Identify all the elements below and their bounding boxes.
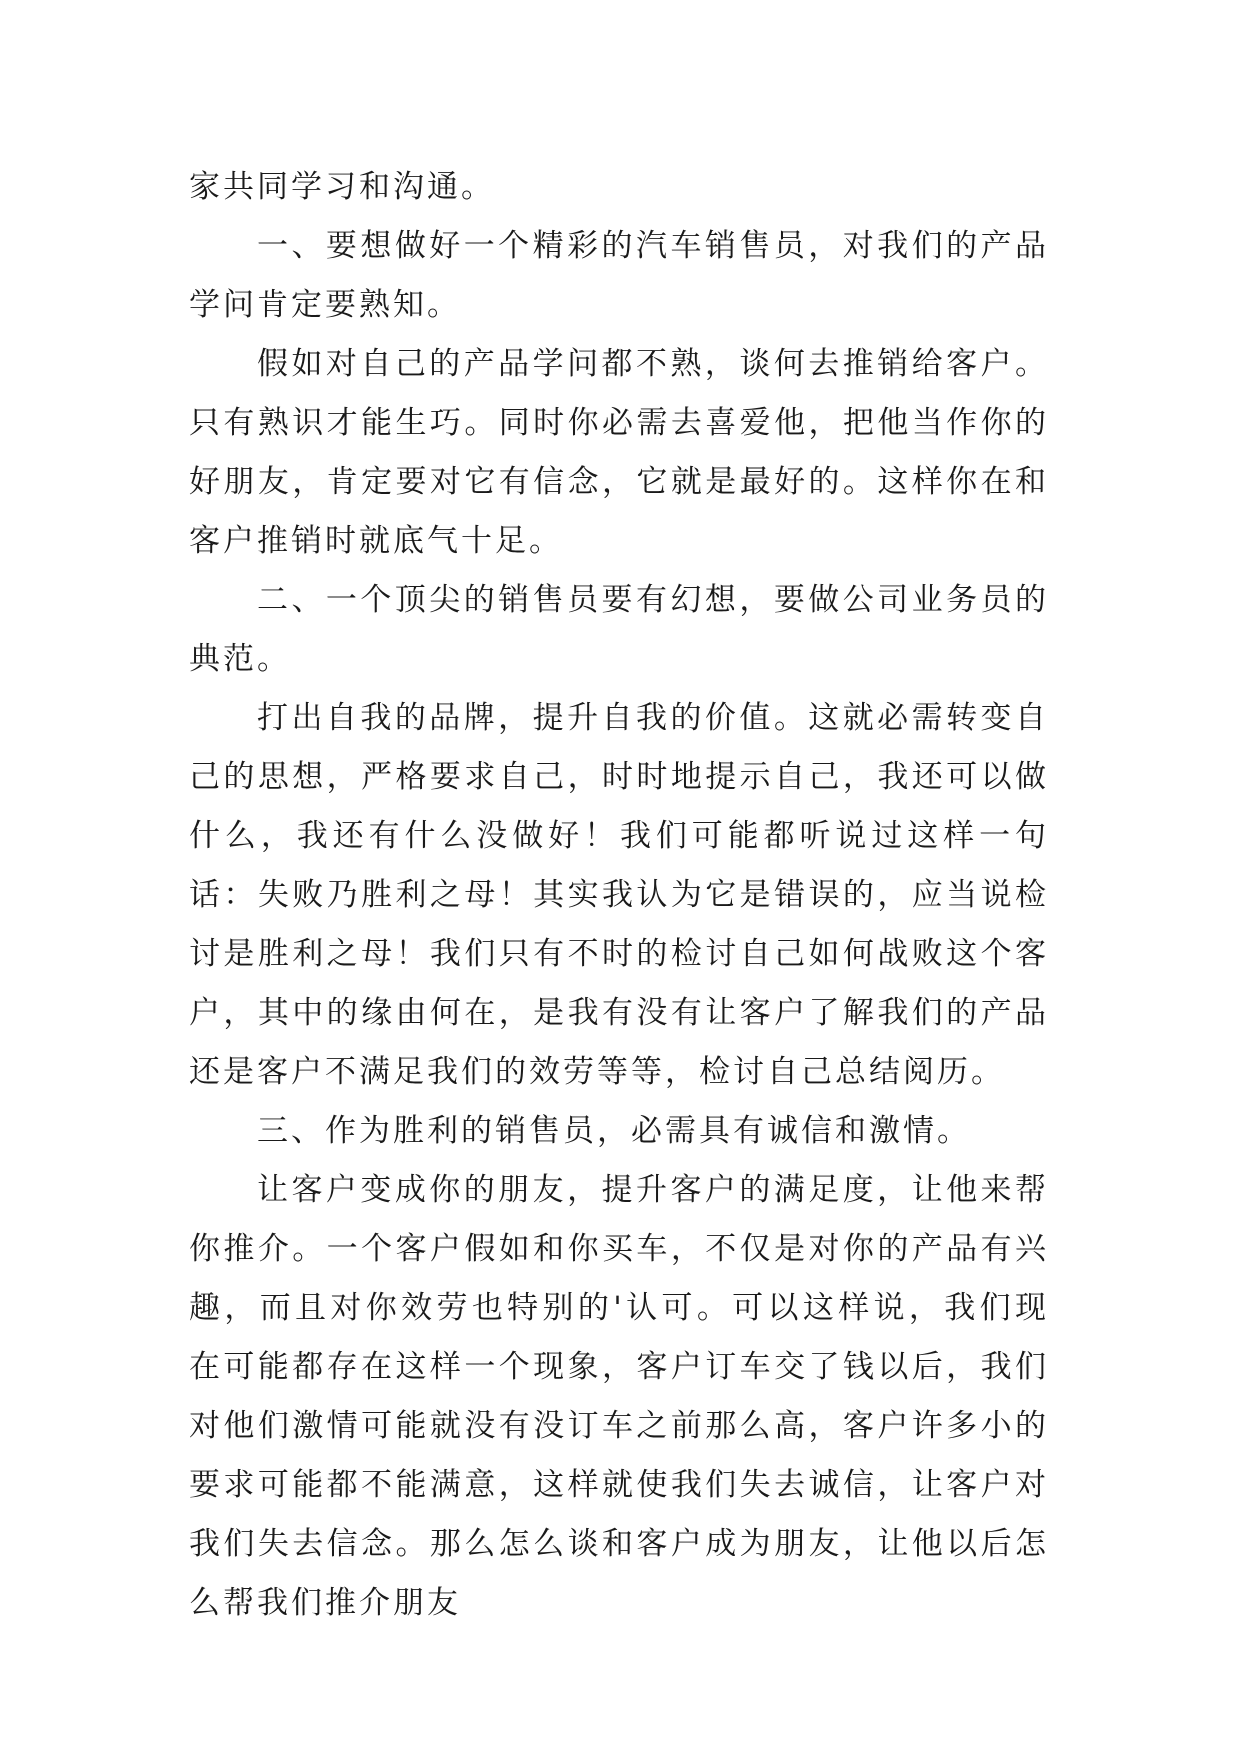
paragraph-continuation: 家共同学习和沟通。 bbox=[189, 169, 495, 205]
heading-point-two: 二、一个顶尖的销售员要有幻想，要做公司业务员的典范。 bbox=[189, 582, 1049, 677]
document-body bbox=[189, 158, 1049, 1633]
paragraph-product-knowledge: 假如对自己的产品学问都不熟，谈何去推销给客户。只有熟识才能生巧。同时你必需去喜爱他，把他当作你的好朋友，肯定要对它有信念，它就是最好的。这样你在和客户推销时就底气十足。 bbox=[189, 346, 1049, 559]
paragraph-personal-brand: 打出自我的品牌，提升自我的价值。这就必需转变自己的思想，严格要求自己，时时地提示自己，我还可以做什么，我还有什么没做好！我们可能都听说过这样一句话：失败乃胜利之母！其实我认为它是错误的，应当说检讨是胜利之母！我们只有不时的检讨自己如何战败这个客户，其中的缘由何在，是我有没有让客户了解我们的产品还是客户不满足我们的效劳等等，检讨自己总结阅历。 bbox=[189, 700, 1049, 1090]
heading-point-three: 三、作为胜利的销售员，必需具有诚信和激情。 bbox=[257, 1113, 971, 1149]
paragraph-customer-friend: 让客户变成你的朋友，提升客户的满足度，让他来帮你推介。一个客户假如和你买车，不仅是对你的产品有兴趣，而且对你效劳也特别的'认可。可以这样说，我们现在可能都存在这样一个现象，客户订车交了钱以后，我们对他们激情可能就没有没订车之前那么高，客户许多小的要求可能都不能满意，这样就使我们失去诚信，让客户对我们失去信念。那么怎么谈和客户成为朋友，让他以后怎么帮我们推介朋友 bbox=[189, 1172, 1049, 1621]
heading-point-one: 一、要想做好一个精彩的汽车销售员，对我们的产品学问肯定要熟知。 bbox=[189, 228, 1049, 323]
